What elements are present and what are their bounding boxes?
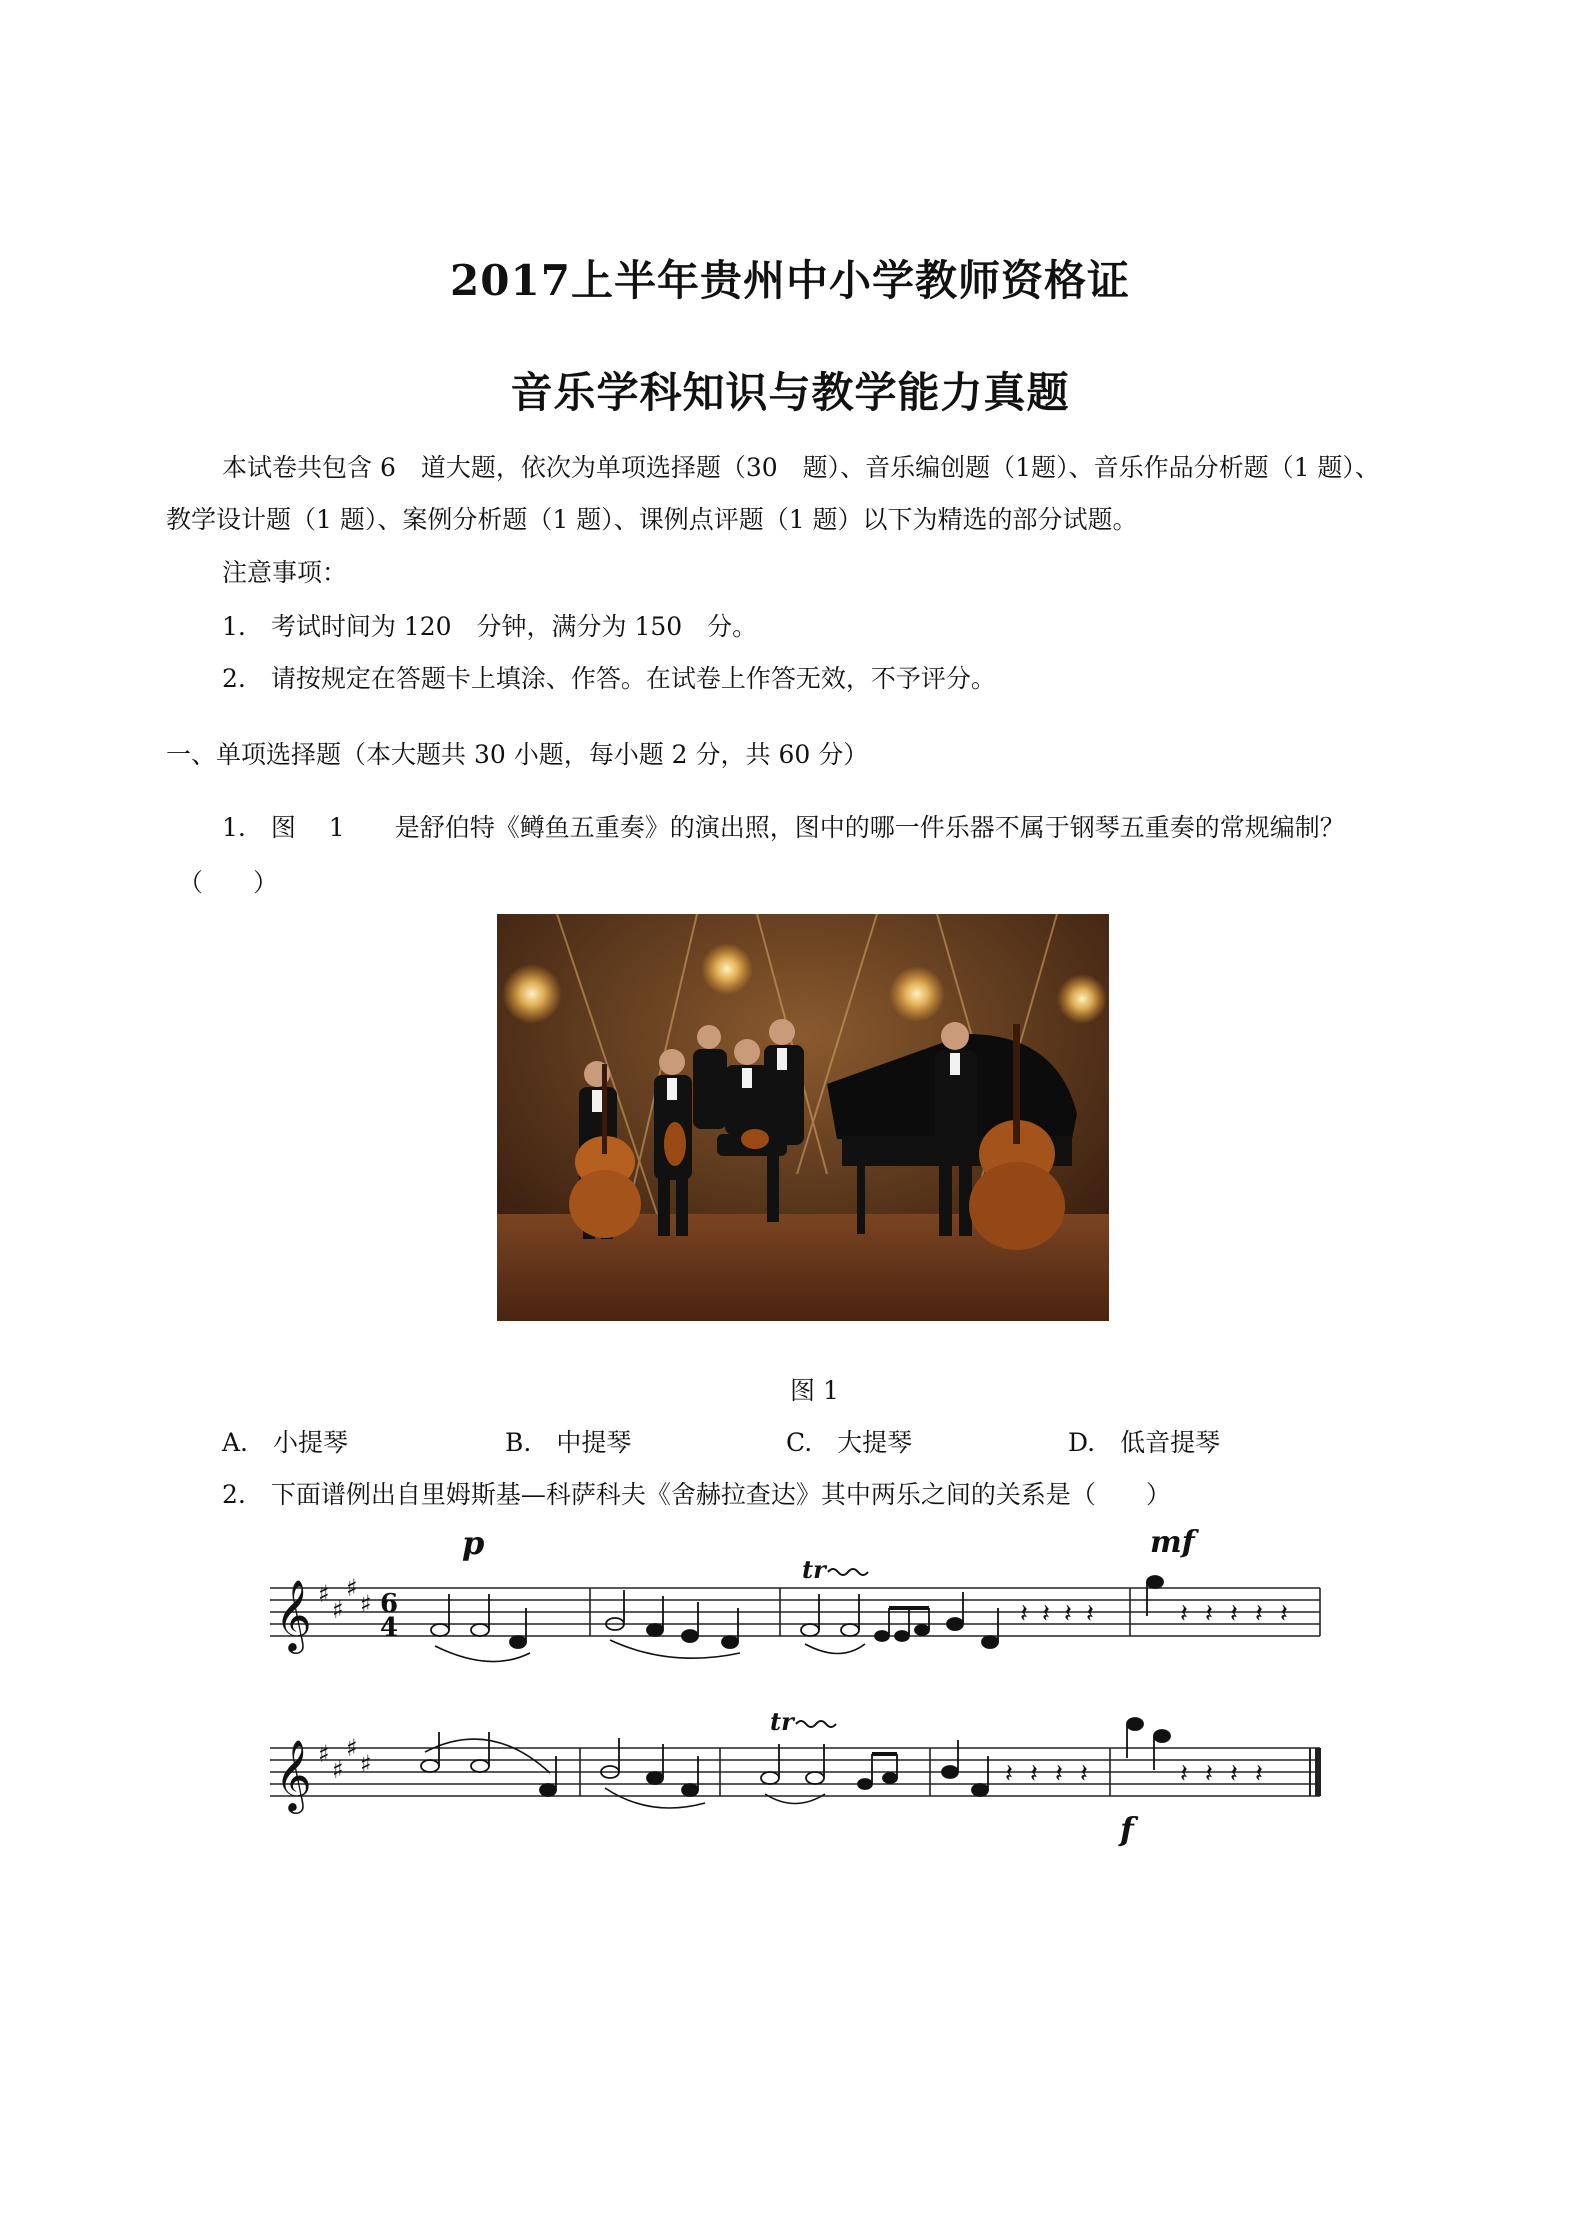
key-signature-icon <box>318 1574 372 1624</box>
svg-text:𝄽: 𝄽 <box>1005 1759 1013 1789</box>
section-heading: 一、单项选择题（本大题共 30 小题，每小题 2 分，共 60 分） <box>166 740 869 769</box>
dynamic-f: f <box>1120 1810 1134 1848</box>
svg-text:𝄽: 𝄽 <box>1205 1759 1213 1789</box>
svg-text:𝄽: 𝄽 <box>1086 1599 1094 1629</box>
music-score-excerpt <box>250 1518 1330 1848</box>
time-signature-bottom: 4 <box>380 1613 399 1643</box>
trill-mark <box>802 1555 868 1584</box>
svg-text:♯: ♯ <box>332 1596 344 1624</box>
exam-title: 2017上半年贵州中小学教师资格证 <box>450 256 1130 305</box>
notes-heading: 注意事项： <box>222 558 348 587</box>
dynamic-p: p <box>462 1524 485 1562</box>
svg-text:𝄽: 𝄽 <box>1205 1599 1213 1629</box>
intro-line-1: 本试卷共包含 6 道大题，依次为单项选择题（30 题）、音乐编创题（1题）、音乐作品分析题（1 题）、 <box>222 453 1380 482</box>
svg-text:♯: ♯ <box>360 1750 372 1778</box>
question-2-text: 2. 下面谱例出自里姆斯基—科萨科夫《舍赫拉查达》其中两乐之间的关系是（ ） <box>222 1480 1171 1509</box>
treble-clef-icon: 𝄞 <box>275 1738 312 1811</box>
svg-text:𝄽: 𝄽 <box>1280 1599 1288 1629</box>
svg-text:𝄽: 𝄽 <box>1230 1759 1238 1789</box>
svg-text:♯: ♯ <box>318 1580 330 1608</box>
figure-caption: 图 1 <box>790 1376 839 1405</box>
option-a: A. 小提琴 <box>222 1428 349 1457</box>
option-d: D. 低音提琴 <box>1068 1428 1221 1457</box>
staff-1 <box>270 1588 1320 1636</box>
note-2: 2. 请按规定在答题卡上填涂、作答。在试卷上作答无效，不予评分。 <box>222 664 996 693</box>
trill-mark <box>770 1707 836 1736</box>
svg-text:tr: tr <box>770 1707 794 1736</box>
svg-text:𝄽: 𝄽 <box>1030 1759 1038 1789</box>
option-b: B. 中提琴 <box>505 1428 632 1457</box>
svg-text:♯: ♯ <box>360 1590 372 1618</box>
svg-text:tr: tr <box>802 1555 826 1584</box>
intro-line-2: 教学设计题（1 题）、案例分析题（1 题）、课例点评题（1 题）以下为精选的部分试题。 <box>166 505 1138 534</box>
dynamic-mf: mf <box>1150 1525 1195 1560</box>
svg-text:♯: ♯ <box>346 1734 358 1762</box>
svg-text:𝄽: 𝄽 <box>1020 1599 1028 1629</box>
quintet-photo-illustration <box>497 914 1109 1321</box>
option-c: C. 大提琴 <box>786 1428 913 1457</box>
svg-text:♯: ♯ <box>332 1756 344 1784</box>
svg-text:𝄽: 𝄽 <box>1230 1599 1238 1629</box>
svg-text:𝄽: 𝄽 <box>1180 1599 1188 1629</box>
svg-text:𝄽: 𝄽 <box>1064 1599 1072 1629</box>
svg-text:♯: ♯ <box>318 1740 330 1768</box>
svg-text:𝄽: 𝄽 <box>1180 1759 1188 1789</box>
music-score-staff <box>250 1518 1330 1848</box>
note-1: 1. 考试时间为 120 分钟，满分为 150 分。 <box>222 612 758 641</box>
key-signature-icon <box>318 1734 372 1784</box>
time-signature-top: 6 <box>380 1589 399 1619</box>
slurs-staff-1 <box>435 1640 865 1662</box>
question-1-text: 1. 图 1 是舒伯特《鳟鱼五重奏》的演出照，图中的哪一件乐器不属于钢琴五重奏的常规编制？ <box>222 813 1345 842</box>
quintet-photo <box>497 914 1109 1321</box>
svg-text:𝄽: 𝄽 <box>1055 1759 1063 1789</box>
exam-subtitle: 音乐学科知识与教学能力真题 <box>510 368 1070 417</box>
svg-text:𝄽: 𝄽 <box>1255 1599 1263 1629</box>
svg-text:𝄽: 𝄽 <box>1080 1759 1088 1789</box>
treble-clef-icon: 𝄞 <box>275 1578 312 1651</box>
question-1-answer-blank: （ ） <box>178 868 279 897</box>
svg-text:♯: ♯ <box>346 1574 358 1602</box>
svg-text:𝄽: 𝄽 <box>1255 1759 1263 1789</box>
svg-text:𝄽: 𝄽 <box>1042 1599 1050 1629</box>
